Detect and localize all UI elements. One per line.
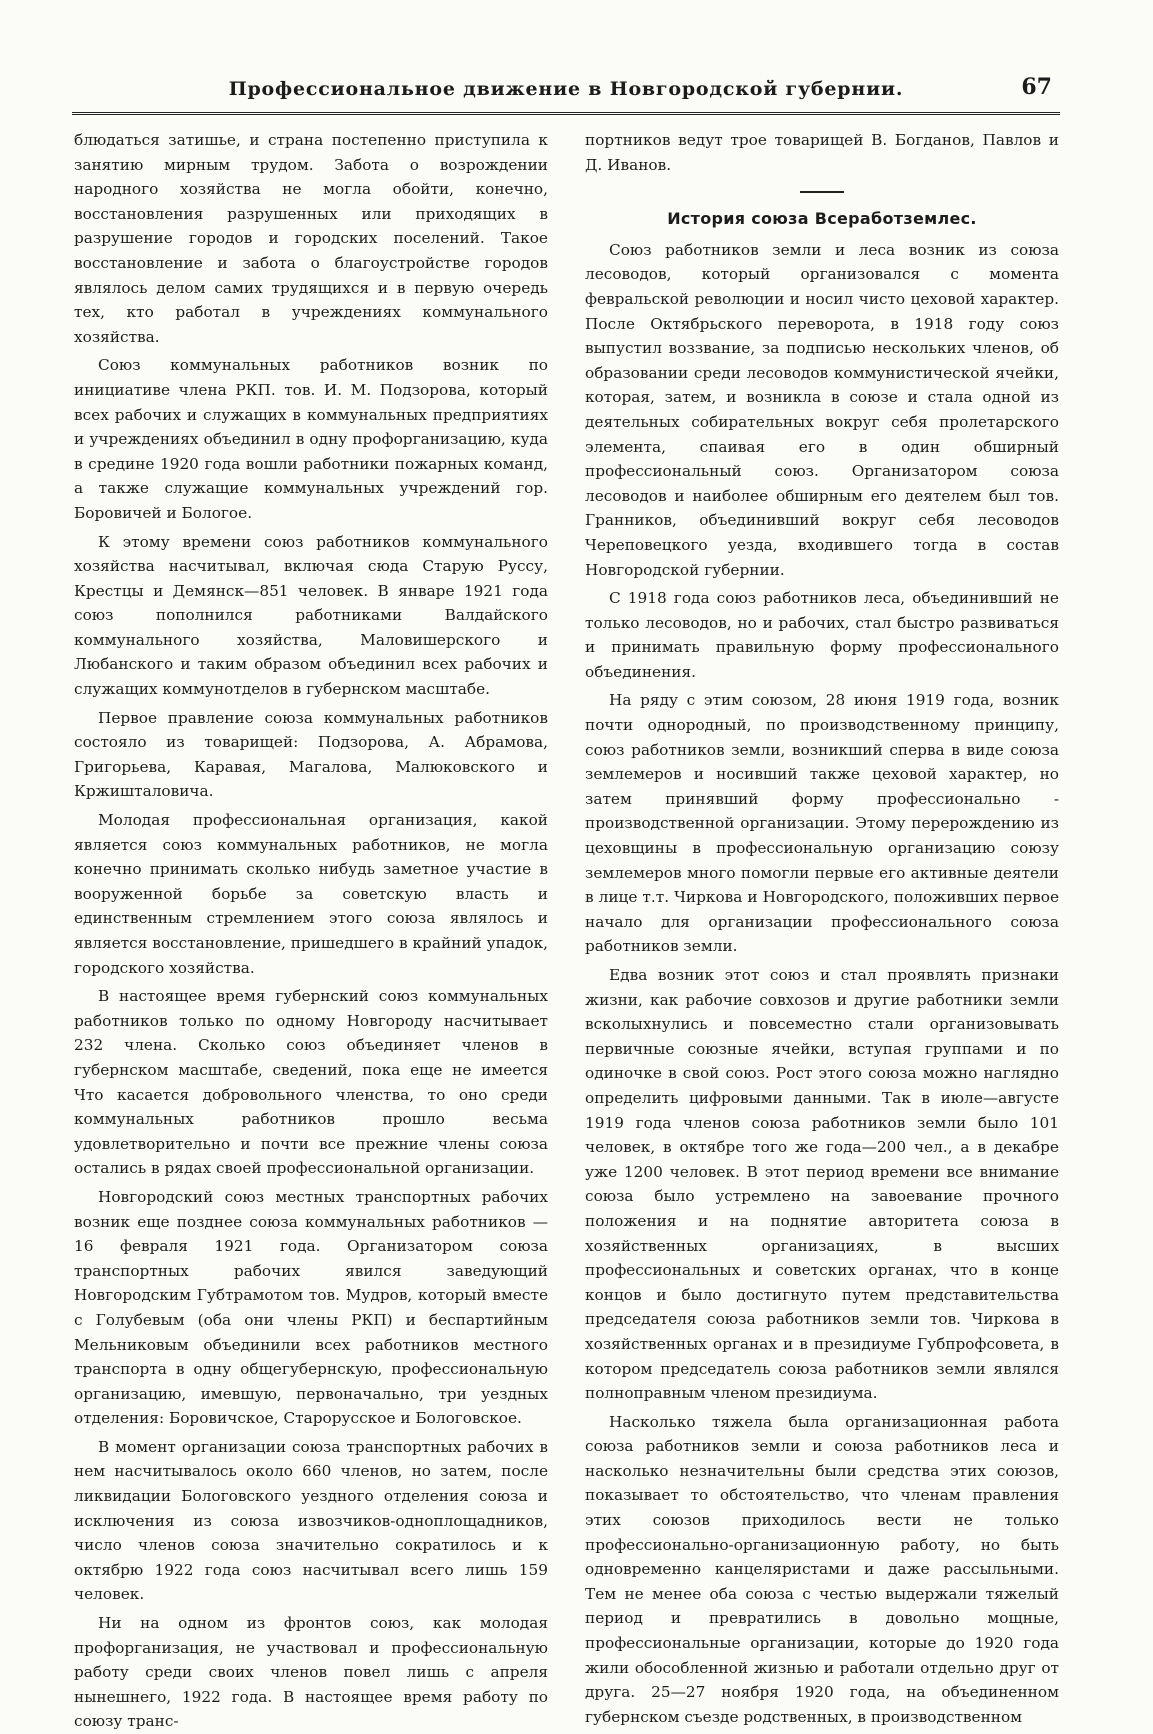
paragraph: блюдаться затишье, и страна постепенно приступила к занятию мирным трудом. Забота о возрождении народного хозяйства не могла обойти, конечно, восстановления разрушенных или приходящих в разрушение городов и городских поселений. Такое восстановление и забота о благоустройстве городов являлось делом самих трудящихся и в первую очередь тех, кто работал в учреждениях коммунального хозяйства.	[74, 131, 548, 346]
paragraph: портников ведут трое товарищей В. Богданов, Павлов и Д. Иванов.	[585, 131, 1059, 174]
paragraph: Молодая профессиональная организация, какой является союз коммунальных работников, не могла конечно принимать сколько нибудь заметное участие в вооруженной борьбе за советскую власть и единственным стремлением этого союза являлось и является восстановление, пришедшего в крайний упадок, городского хозяйства.	[74, 811, 548, 977]
paragraph: Первое правление союза коммунальных работников состояло из товарищей: Подзорова, А. Абрамова, Григорьева, Каравая, Магалова, Малюковского и Кржишталовича.	[74, 708, 548, 801]
running-title: Профессиональное движение в Новгородской губернии.	[228, 78, 904, 100]
paragraph: На ряду с этим союзом, 28 июня 1919 года, возник почти однородный, по производственному принципу, союз работников земли, возникший сперва в виде союза землемеров и носивший также цеховой характер, но затем принявший форму профессионально - производственной организации. Этому перерождению из цеховщины в профессиональную организацию союзу землемеров много помогли первые его активные деятели в лице т.т. Чиркова и Новгородского, положивших первое начало для организации профессионального союза работников земли.	[585, 691, 1059, 956]
header-rule	[72, 112, 1060, 115]
paragraph: К этому времени союз работников коммунального хозяйства насчитывал, включая сюда Старую Руссу, Крестцы и Демянск—851 человек. В январе 1921 года союз пополнился работниками Валдайского коммунального хозяйства, Маловишерского и Любанского и таким образом объединил всех рабочих и служащих коммунотделов в губернском масштабе.	[74, 532, 548, 699]
section-divider	[800, 191, 844, 193]
paragraph: Новгородский союз местных транспортных рабочих возник еще позднее союза коммунальных работников — 16 февраля 1921 года. Организатором союза транспортных рабочих явился заведующий Новгородским Губтрамотом тов. Мудров, который вместе с Голубевым (оба они члены РКП) и беспартийным Мельниковым объединили всех работников местного транспорта в одну общегубернскую, профессиональную организацию, имевшую, первоначально, три уездных отделения: Боровичское, Старорусское и Бологовское.	[74, 1187, 548, 1428]
page-number: 67	[1021, 74, 1052, 100]
paragraph: В настоящее время губернский союз коммунальных работников только по одному Новгороду насчитывает 232 члена. Сколько союз объединяет членов в губернском масштабе, сведений, пока еще не имеется Что касается добровольного членства, то оно среди коммунальных работников прошло весьма удовлетворительно и почти все прежние члены союза остались в рядах своей профессиональной организации.	[74, 987, 548, 1178]
right-column	[585, 128, 1059, 1726]
paragraph: Союз работников земли и леса возник из союза лесоводов, который организовался с момента февральской революции и носил чисто цеховой характер. После Октябрьского переворота, в 1918 году союз выпустил воззвание, за подписью нескольких членов, об образовании среди лесоводов коммунистической ячейки, которая, затем, и возникла в союзе и стала одной из деятельных собирательных вокруг себя пролетарского элемента, спаивая его в один обширный профессиональный союз. Организатором союза лесоводов и наиболее обширным его деятелем был тов. Гранников, объединивший вокруг себя лесоводов Череповецкого уезда, входившего тогда в состав Новгородской губернии.	[585, 240, 1059, 579]
paragraph: Насколько тяжела была организационная работа союза работников земли и союза работников леса и насколько незначительны были средства этих союзов, показывает то обстоятельство, что членам правления этих союзов приходилось вести не только профессионально-организационную работу, но быть одновременно канцеляристами и даже рассыльными. Тем не менее оба союза с честью выдержали тяжелый период и превратились в довольно мощные, профессиональные организации, которые до 1920 года жили обособленной жизнью и работали отдельно друг от друга. 25—27 ноября 1920 года, на объединенном губернском съезде родственных, в производственном	[585, 1412, 1059, 1726]
paragraph: Ни на одном из фронтов союз, как молодая профорганизация, не участвовал и профессиональную работу среди своих членов повел лишь с апреля нынешнего, 1922 года. В настоящее время работу по союзу транс-	[74, 1614, 548, 1731]
paragraph: С 1918 года союз работников леса, объединивший не только лесоводов, но и рабочих, стал быстро развиваться и принимать правильную форму профессионального объединения.	[585, 589, 1059, 681]
left-column	[74, 128, 548, 1731]
section-heading: История союза Всеработземлес.	[667, 209, 977, 229]
paragraph: Едва возник этот союз и стал проявлять признаки жизни, как рабочие совхозов и другие работники земли всколыхнулись и повсеместно стали организовывать первичные союзные ячейки, вступая группами и по одиночке в свой союз. Рост этого союза можно наглядно определить цифровыми данными. Так в июле—августе 1919 года членов союза работников земли было 101 человек, в октябре того же года—200 чел., а в декабре уже 1200 человек. В этот период времени все внимание союза было устремлено на завоевание прочного положения и на поднятие авторитета союза в хозяйственных организациях, в высших профессиональных и советских органах, что в конце концов и было достигнуто путем представительства председателя союза работников земли тов. Чиркова в хозяйственных органах и в президиуме Губпрофсовета, в котором председатель союза работников земли являлся полноправным членом президиума.	[585, 966, 1059, 1403]
page-header	[72, 72, 1060, 112]
paragraph: В момент организации союза транспортных рабочих в нем насчитывалось около 660 членов, но затем, после ликвидации Бологовского уездного отделения союза и исключения из союза извозчиков-одноплощадников, число членов союза значительно сократилось и к октябрю 1922 года союз насчитывал всего лишь 159 человек.	[74, 1437, 548, 1604]
paragraph: Союз коммунальных работников возник по инициативе члена РКП. тов. И. М. Подзорова, который всех рабочих и служащих в коммунальных предприятиях и учреждениях объединил в одну профорганизацию, куда в средине 1920 года вошли работники пожарных команд, а также служащие коммунальных учреждений гор. Боровичей и Бологое.	[74, 356, 548, 522]
